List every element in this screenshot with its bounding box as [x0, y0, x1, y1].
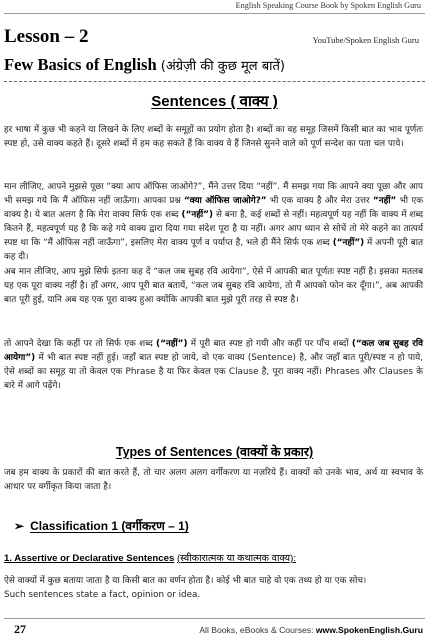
paragraph-definition: हर भाषा में कुछ भी कहने या लिखने के लिए शब्दों के समूहों का प्रयोग होता है। शब्दों का वह समूह जिसमें किसी बात का भाव पूर्णतः स्पष्ट हो, उसे वाक्य कहते हैं। दूसरे शब्दों में हम कह सकते हैं कि वाक्य वे हैं जिनसे सुनने वाले को पूर्ण सन्देश का पता चल पाये। [4, 125, 423, 149]
p4-text-a: तो आपने देखा कि कहीं पर तो सिर्फ एक शब्द [4, 339, 157, 349]
sentences-heading [0, 91, 429, 111]
p4-bold-word: (“नहीं”) [156, 339, 188, 349]
assertive-hindi-line: ऐसे वाक्यों में कुछ बताया जाता है या किसी बात का वर्णन होता है। कोई भी बात चाहे वो एक तथ्य हो या एक सोच। [4, 576, 367, 586]
types-heading-text: Types of Sentences (वाक्यों के प्रकार) [115, 445, 314, 459]
paragraph-example-ravi: अब मान लीजिए, आप मुझे सिर्फ इतना कह दें “कल जब सुबह रवि आयेगा”, ऐसे में आपकी बात पूर्णतः स्पष्ट नहीं है। इसका मतलब यह एक पूरा वाक्य नहीं है। हाँ अगर, आप पूरी बात बतायें, “कल जब सुबह रवि आयेगा, तो मैं आपको फोन कर दूँगा।”, अब आपकी बात पूरी हुई, यानि अब यह एक पूरा वाक्य हुआ क्योंकि आपकी बात मुझे पूरी तरह से स्पष्ट है। [4, 267, 423, 305]
lesson-subtitle-english: Few Basics of English [4, 55, 157, 74]
p2-text-g: से बना है, कई शब्दों से नहीं। महत्वपूर्ण यह नहीं कि वाक्य में शब्द कितने हैं, महत्वपूर्ण यह है कि कहे गये वाक्य द्वारा दिया गया संदेश पूरा है या नहीं। अगर आप ध्यान से सोचें तो मेरे कहने का तात्पर्य स्पष्ट था कि “मैं ऑफिस नहीं जाऊँगा”, इसलिए मेरा वाक्य पूर्ण व पर्याप्त है, भले ही मैंने सिर्फ एक शब्द [4, 210, 423, 248]
p4-bold-phrase: (“कल जब सुबह रवि आयेगा”) [4, 339, 424, 363]
footer-prefix: All Books, eBooks & Courses: [199, 625, 316, 635]
assertive-heading-english: 1. Assertive or Declarative Sentences [4, 553, 175, 564]
p2-text-a: मान लीजिए, आपने मुझसे पूछा “क्या आप ऑफिस जाओगे?”, मैंने उत्तर दिया “नहीं”. मैं समझ गया कि आपने क्या पूछा और आप भी समझ गये कि मैं ऑफिस नहीं जाऊँगा। आपका प्रश्न [4, 182, 423, 206]
channel-credit: YouTube/Spoken English Guru [312, 35, 419, 45]
paragraph-summary [4, 337, 423, 393]
paragraph-assertive [4, 574, 423, 602]
lesson-subtitle-hindi: (अंग्रेज़ी की कुछ मूल बातें) [160, 59, 285, 74]
footer-credit [199, 625, 423, 635]
running-header: English Speaking Course Book by Spoken English Guru [235, 1, 421, 10]
assertive-heading-hindi: (स्वीकारात्मक या कथात्मक वाक्य): [176, 553, 296, 564]
assertive-heading [4, 551, 296, 564]
p2-text-c: भी एक वाक्य है और मेरा उत्तर [266, 196, 373, 206]
lesson-title: Lesson – 2 [4, 26, 89, 47]
paragraph-example-office [4, 180, 423, 264]
p2-bold-answer: “नहीं” [372, 196, 397, 206]
footer-divider [4, 618, 425, 619]
p2-bold-word-2: (“नहीं”) [332, 238, 365, 248]
p2-text-e: भी एक वाक्य है। ये बात अलग है कि मेरा वाक्य सिर्फ एक शब्द [4, 196, 423, 220]
lesson-subtitle [4, 55, 285, 75]
classification-heading-text: Classification 1 (वर्गीकरण – 1) [30, 519, 189, 533]
p2-bold-word: (“नहीं”) [181, 210, 213, 220]
arrow-bullet-icon: ➢ [14, 519, 25, 533]
page-number: 27 [14, 622, 26, 636]
p2-bold-question: “क्या ऑफिस जाओगे?” [183, 196, 267, 206]
assertive-english-line: Such sentences state a fact, opinion or idea. [4, 590, 201, 600]
types-heading [0, 443, 429, 460]
footer-url-link[interactable]: www.SpokenEnglish.Guru [315, 625, 423, 635]
dashed-divider [4, 81, 425, 82]
header-divider [4, 13, 425, 14]
p4-text-e: में भी बात स्पष्ट नहीं हुई। जहाँ बात स्पष्ट हो जाये, वो एक वाक्य (Sentence) है, और जहाँ बात पूरी/स्पष्ट न हो पाये, ऐसे शब्दों का समूह या तो केवल एक Phrase है या फिर केवल एक Clause है, पूरा वाक्य नहीं। Phrases और Clauses के बारे में आगे पढ़ेंगे। [4, 353, 423, 391]
paragraph-types-intro: जब हम वाक्य के प्रकारों की बात करते हैं, तो चार अलग अलग वर्गीकरण या नज़रिये हैं। वाक्यों को उनके भाव, अर्थ या स्वभाव के आधार पर वर्गीकृत किया जाता है। [4, 468, 423, 492]
p2-text-i: में अपनी पूरी बात कह दी। [4, 238, 424, 262]
p4-text-c: में पूरी बात स्पष्ट हो गयी और कहीं पर पाँच शब्दों [187, 339, 352, 349]
sentences-heading-text: Sentences ( वाक्य ) [151, 93, 278, 110]
classification-heading [14, 517, 189, 534]
